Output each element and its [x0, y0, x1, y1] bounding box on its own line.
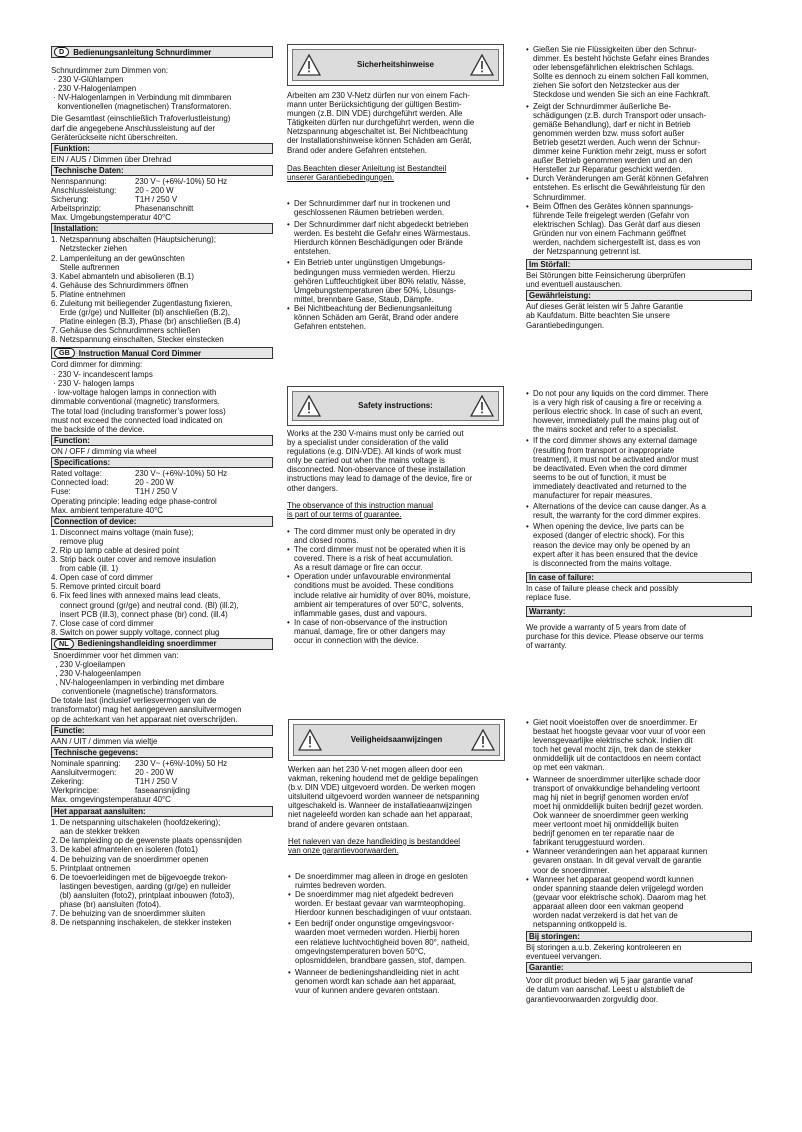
- gb-maxtemp: Max. ambient temperature 40°C: [51, 505, 163, 515]
- nl-warranty-note: Het naleven van deze handleiding is bestanddeel van onze garantievoorwaarden.: [288, 836, 460, 855]
- spec-value: T1H / 250 V: [135, 776, 178, 786]
- list-item-text: If the cord dimmer shows any external damage (resulting from transport or inappropriate treatment), it must not be activated and/or must be deactivated. Even when the cord dimmer seems to be out of function, it must be immediately deactivated and returned to the manufacturer for repair measures.: [533, 436, 699, 501]
- de-warr: Auf dieses Gerät leisten wir 5 Jahre Garantie ab Kaufdatum. Bitte beachten Sie unsere Garantiebedingungen.: [526, 302, 684, 330]
- de-intro: Schnurdimmer zum Dimmen von: · 230 V-Glühlampen · 230 V-Halogenlampen · NV-Halogenlampen in Verbindung mit dimmbaren konventionellen (magnetischen) Transformatoren.: [51, 66, 232, 112]
- list-item-text: When opening the device, live parts can be exposed (danger of electric shock). For this reason the device may only be opened by an expert after it has been ensured that the device is disconnected from the mains voltage.: [533, 522, 698, 568]
- de-lang-badge: D: [54, 47, 69, 57]
- nl-bullets: [288, 872, 514, 995]
- de-bullets-2: [526, 45, 752, 256]
- spec-label: Sicherung:: [51, 195, 89, 205]
- de-func: EIN / AUS / Dimmen über Drehrad: [51, 154, 172, 164]
- nl-inst-steps: 1. De netspanning uitschakelen (hoofdzekering); aan de stekker trekken 2. De lampleiding op de gewenste plaats openssnijden 3. De kabel afmantelen en isoleren (foto1) 4. De behuizing van de snoerdimmer openen 5. Printplaat ontnemen 6. De toevoerleidingen met de bijgevoegde trekon- lastingen bevestigen, aarding (gr/ge) en nulleider (bl) aansluiten (foto2), printplaat inbouwen (foto3), phase (br) aansluiten (foto4). 7. De behuizing van de snoerdimmer sluiten 8. De netspanning inschakelen, de stekker insteken: [51, 818, 242, 928]
- nl-fail-heading: Bij storingen:: [526, 931, 752, 942]
- gb-warranty-note: The observance of this instruction manual is part of our terms of guarantee.: [287, 500, 434, 519]
- list-item-text: Bei Nichtbeachtung der Bedienungsanleitung können Schäden am Gerät, Brand oder andere Gefahren entstehen.: [294, 303, 459, 332]
- list-item-text: Gießen Sie nie Flüssigkeiten über den Schnur- dimmer. Es besteht höchste Gefahr eines Brandes oder lebensgefährlichen elektrischen Schlags. Sollte es dennoch zu einem solchen Fall kommen, ziehen Sie sofort den Netzstecker aus der Steckdose und wenden Sie sich an eine Fachkraft.: [533, 45, 711, 100]
- de-func-heading: Funktion:: [51, 143, 273, 154]
- spec-label: Arbeitsprinzip:: [51, 204, 101, 214]
- spec-label: Zekering:: [51, 776, 84, 786]
- gb-load: The total load (including transformer’s power loss) must not exceed the connected load indicated on the backside of the device.: [51, 406, 226, 435]
- nl-safety-text: [288, 765, 514, 995]
- list-item: • When opening the device, live parts can be exposed (danger of electric shock). For this reason the device may only be opened by an expert after it has been ensured that the device is disconnected from the mains voltage.: [526, 522, 698, 568]
- de-tech-table: [51, 177, 273, 213]
- de-title-bar: [51, 46, 273, 58]
- nl-title-bar: [51, 638, 273, 650]
- warning-icon: [470, 395, 494, 417]
- nl-func: AAN / UIT / dimmen via wieltje: [51, 736, 158, 746]
- gb-tech-heading: Specifications:: [51, 457, 273, 468]
- gb-safety-title: Safety instructions:: [358, 401, 433, 411]
- list-item-text: In case of non-observance of the instruction manual, damage, fire or other dangers may occur in connection with the device.: [294, 617, 448, 645]
- list-item: • Operation under unfavourable environmental conditions must be avoided. These conditions include relative air humidity of over 80%, moisture, ambient air temperatures of over 50°C, solvents, inflammable gases, dust and vapours.: [287, 572, 471, 618]
- list-item-text: Beim Öffnen des Gerätes können spannungs- führende Teile freigelegt werden (Gefahr von elektrischen Schlag). Das Gerät darf aus diesen Gründen nur von einem Fachmann geöffnet werden, nachdem sichergestellt ist, dass es von der Netzspannung getrennt ist.: [533, 201, 701, 257]
- list-item-text: Ein Betrieb unter ungünstigen Umgebungs- bedingungen muss vermieden werden. Hierzu gehören Luftfeuchtigkeit über 80% relativ, Nässe, Umgebungstemperaturen über 50%, Lösungs- mittel, brennbare Gase, Staub, Dämpfe.: [294, 258, 466, 304]
- warning-icon: [470, 54, 494, 76]
- column-1: [51, 45, 273, 927]
- spec-label: Rated voltage:: [51, 469, 102, 479]
- nl-tech-heading: Technische gegevens:: [51, 747, 273, 758]
- list-item-text: Giet nooit vloeistoffen over de snoerdimmer. Er bestaat het hoogste gevaar voor vuur of voor een levensgevaarlijke elektrische schok. Indien dit toch het geval mocht zijn, trek dan de stekker onmiddellijk uit de contactdoos en neem contact op met een vakman.: [533, 718, 706, 773]
- list-item-text: Een bedrijf onder ongunstige omgevingsvoor- waarden moet vermeden worden. Hierbij horen een relatieve luchtvochtigheid boven 80°, natheid, omgevingstemperaturen boven 50°C, oplosmiddelen, brandbare gassen, stof, dampen.: [295, 919, 470, 965]
- nl-title: Bedieningshandleiding snoerdimmer: [77, 639, 217, 649]
- gb-title-bar: [51, 347, 273, 359]
- spec-value: 230 V~ (+6%/-10%) 50 Hz: [135, 758, 228, 768]
- list-item: • De snoerdimmer mag niet afgedekt bedreven worden. Er bestaat gevaar van warmteophoping. Hierdoor kunnen beschadigingen of vuur ontstaan.: [288, 890, 472, 918]
- list-item: • Wanneer de snoerdimmer uiterlijke schade door transport of onvakkundige behandeling vertoont mag hij niet in begrijf genomen worden en/of moet hij onmiddellijk buiten bedrijf gezet worden. Ook wanneer de snoerdimmer geen werking meer vertoont moet hij onmiddellijk buiten bedrijf genomen en ter reparatie naar de fabrikant teruggestuurd worden.: [526, 774, 704, 848]
- gb-fail: In case of failure please check and possibly replace fuse.: [526, 583, 679, 602]
- list-item: • Alternations of the device can cause danger. As a result, the warranty for the cord dimmer expires.: [526, 502, 706, 521]
- gb-func-heading: Function:: [51, 435, 273, 446]
- list-item: • Gießen Sie nie Flüssigkeiten über den Schnur- dimmer. Es besteht höchste Gefahr eines Brandes oder lebensgefährlichen elektrischen Schlags. Sollte es dennoch zu einem solchen Fall kommen, ziehen Sie sofort den Netzstecker aus der Steckdose und wenden Sie sich an eine Fachkraft.: [526, 45, 711, 100]
- warning-icon: [297, 395, 321, 417]
- spec-label: Nominale spanning:: [51, 758, 121, 768]
- nl-func-heading: Functie:: [51, 725, 273, 736]
- list-item: • Durch Veränderungen am Gerät können Gefahren entstehen. Es erlischt die Gewährleistung für den Schnurdimmer.: [526, 174, 709, 202]
- gb-safety-text: [287, 429, 512, 645]
- nl-intro: Snoerdimmer voor het dimmen van: , 230 V-gloeilampen , 230 V-halogeenlampen , NV-halogeenlampen in verbinding met dimbare conventionele (magnetische) transformators.: [53, 650, 225, 697]
- spec-label: Anschlussleistung:: [51, 185, 117, 195]
- list-item: • Do not pour any liquids on the cord dimmer. There is a very high risk of causing a fire or receiving a perilous electric shock. In case of such an event, however, immediately pull the mains plug out of the mains socket and refer to a specialist.: [526, 389, 709, 435]
- list-item: • De snoerdimmer mag alleen in droge en gesloten ruimtes bedreven worden.: [288, 871, 468, 890]
- spec-label: Fuse:: [51, 487, 71, 497]
- nl-safety-title: Veiligheidsaanwijzingen: [350, 735, 443, 745]
- list-item: • Der Schnurdimmer darf nicht abgedeckt betrieben werden. Es besteht die Gefahr eines Wärmestaus. Hierdurch können Beschädigungen oder Brände entstehen.: [287, 220, 471, 257]
- list-item-text: Wanneer de bedieningshandleiding niet in acht genomen wordt kan schade aan het apparaat, vuur of kunnen andere gevaren ontstaan.: [295, 967, 459, 995]
- nl-warr: Voor dit product bieden wij 5 jaar garantie vanaf de datum van aanschaf. Leest u alstublieft de garantievoorwaarden zorgvuldig door.: [526, 976, 693, 1004]
- spec-label: Werkprincipe:: [51, 786, 100, 795]
- list-item: • Zeigt der Schnurdimmer äußerliche Be- schädigungen (z.B. durch Transport oder unsach- gemäße Behandlung), darf er nicht in Betrieb genommen werden bzw. muss sofort außer Betrieb gesetzt werden. Auch wenn der Schnur- dimmer keine Funktion mehr zeigt, muss er sofort außer Betrieb genommen werden und an den Hersteller zur Reparatur geschickt werden.: [526, 101, 707, 175]
- list-item-text: Durch Veränderungen am Gerät können Gefahren entstehen. Es erlischt die Gewährleistung für den Schnurdimmer.: [533, 174, 709, 202]
- de-title: Bedienungsanleitung Schnurdimmer: [73, 47, 212, 57]
- list-item: • Beim Öffnen des Gerätes können spannungs- führende Teile freigelegt werden (Gefahr von elektrischen Schlag). Das Gerät darf aus diesen Gründen nur von einem Fachmann geöffnet werden, nachdem sichergestellt ist, dass es von der Netzspannung getrennt ist.: [526, 201, 701, 257]
- de-inst-steps: 1. Netzspannung abschalten (Hauptsicherung); Netzstecker ziehen 2. Lampenleitung an der gewünschten Stelle auftrennen 3. Kabel abmanteln und abisolieren (B.1) 4. Gehäuse des Schnurdimmers öffnen 5. Platine entnehmen 6. Zuleitung mit beiliegender Zugentlastung fixieren, Erde (gr/ge) und Nullleiter (bl) anschließen (B.2), Platine einlegen (B.3), Phase (br) anschließen (B.4) 7. Gehäuse des Schnurdimmers schließen 8. Netzspannung einschalten, Stecker einstecken: [51, 235, 241, 345]
- nl-safety-intro: Werken aan het 230 V-net mogen alleen door een vakman, rekening houdend met de geldige bepalingen (b.v. DIN VDE) uitgevoerd worden. De werken mogen uitsluitend uitgevoerd worden wanneer de netspanning uitgeschakeld is. Wanneer de installatieaanwijzingen niet nageleefd worden kan schade aan het apparaat, brand of andere gevaren ontstaan.: [288, 765, 480, 829]
- list-item: • Bei Nichtbeachtung der Bedienungsanleitung können Schäden am Gerät, Brand oder andere Gefahren entstehen.: [287, 303, 459, 332]
- de-safety-text: [287, 91, 512, 331]
- gb-func: ON / OFF / dimming via wheel: [51, 447, 157, 457]
- warning-icon: [298, 729, 322, 751]
- gb-lang-badge: GB: [54, 348, 75, 358]
- list-item-text: De snoerdimmer mag niet afgedekt bedreven worden. Er bestaat gevaar van warmteophoping. Hierdoor kunnen beschadigingen of vuur ontstaan.: [295, 890, 472, 918]
- nl-fail: Bij storingen a.u.b. Zekering kontroleeren en eventueel vervangen.: [526, 943, 682, 962]
- de-fail: Bei Störungen bitte Feinsicherung überprüfen und eventuell austauschen.: [526, 271, 686, 290]
- nl-bullets-2: [526, 718, 752, 929]
- gb-title: Instruction Manual Cord Dimmer: [78, 348, 202, 358]
- list-item-text: Der Schnurdimmer darf nicht abgedeckt betrieben werden. Es besteht die Gefahr eines Wärmestaus. Hierdurch können Beschädigungen oder Brände entstehen.: [294, 220, 471, 257]
- list-item: • Wanneer het apparaat geopend wordt kunnen onder spanning staande delen vrijgelegd worden (gevaar voor elektrische schok). Daarom mag het apparaat alleen door een vakman geopend worden nadat verzekerd is dat het van de netspanning ontkoppeld is.: [526, 874, 706, 930]
- nl-maxtemp: Max. omgevingstemperatuur 40°C: [51, 795, 171, 805]
- list-item-text: Alternations of the device can cause danger. As a result, the warranty for the cord dimmer expires.: [533, 502, 706, 521]
- list-item-text: Zeigt der Schnurdimmer äußerliche Be- schädigungen (z.B. durch Transport oder unsach- gemäße Behandlung), darf er nicht in Betrieb genommen werden bzw. muss sofort außer Betrieb gesetzt werden. Auch wenn der Schnur- dimmer keine Funktion mehr zeigt, muss er sofort außer Betrieb genommen werden und an den Hersteller zur Reparatur geschickt werden.: [533, 101, 707, 175]
- list-item: • The cord dimmer must not be operated when it is covered. There is a risk of heat accumulation. As a result damage or fire can occur.: [287, 545, 466, 573]
- list-item-text: Wanneer de snoerdimmer uiterlijke schade door transport of onvakkundige behandeling vertoont mag hij niet in begrijf genomen worden en/of moet hij onmiddellijk buiten bedrijf gezet worden. Ook wanneer de snoerdimmer geen werking meer vertoont moet hij onmiddellijk buiten bedrijf genomen en ter reparatie naar de fabrikant teruggestuurd worden.: [533, 774, 704, 848]
- list-item-text: The cord dimmer must only be operated in dry and closed rooms.: [294, 526, 456, 545]
- list-item-text: Der Schnurdimmer darf nur in trockenen und geschlossenen Räumen betrieben werden.: [294, 198, 451, 217]
- nl-load: De totale last (inclusief verliesvermogen van de transformator) mag het aangegeven aansluitvermogen op de achterkant van het apparaat niet overschrijden.: [51, 696, 242, 724]
- spec-value: 20 - 200 W: [135, 185, 174, 195]
- nl-tech-table: [51, 759, 273, 795]
- de-maxtemp: Max. Umgebungstemperatur 40°C: [51, 213, 171, 223]
- spec-value: 230 V~ (+6%/-10%) 50 Hz: [135, 176, 228, 186]
- spec-label: Aansluitvermogen:: [51, 767, 117, 777]
- de-inst-heading: Installation:: [51, 223, 273, 234]
- nl-col3: [526, 718, 752, 1004]
- list-item-text: De snoerdimmer mag alleen in droge en gesloten ruimtes bedreven worden.: [295, 871, 468, 890]
- de-col3: [526, 45, 752, 330]
- spec-value: 20 - 200 W: [135, 478, 174, 488]
- de-warranty-note: Das Beachten dieser Anleitung ist Bestandteil unserer Garantiebedingungen.: [287, 163, 447, 182]
- gb-safety-intro: Works at the 230 V-mains must only be carried out by a specialist under consideration of the valid regulations (e.g. DIN-VDE). All kinds of work must only be carried out when the mains voltage is disconnected. Non-observance of these installation instructions may lead to damage of the device, fire or other dangers.: [287, 429, 473, 493]
- gb-inst-steps: 1. Disconnect mains voltage (main fuse); remove plug 2. Rip up lamp cable at desired point 3. Strip back outer cover and remove insulation from cable (ill. 1) 4. Open case of cord dimmer 5. Remove printed circuit board 6. Fix feed lines with annexed mains lead cleats, connect ground (gr/ge) and neutral cond. (Bl) (ill.2), insert PCB (ill.3), connect phase (br) cond. (ill.4) 7. Close case of cord dimmer 8. Switch on power supply voltage, connect plug: [51, 527, 239, 637]
- spec-value: Phasenanschnitt: [135, 204, 194, 214]
- spec-value: 230 V~ (+6%/-10%) 50 Hz: [135, 469, 228, 479]
- list-item-text: Wanneer veranderingen aan het apparaat kunnen gevaren onstaan. In dit geval vervalt de garantie voor de snoerdimmer.: [533, 847, 708, 875]
- list-item: • Ein Betrieb unter ungünstigen Umgebungs- bedingungen muss vermieden werden. Hierzu gehören Luftfeuchtigkeit über 80% relativ, Nässe, Umgebungstemperaturen über 50%, Lösungs- mittel, brennbare Gase, Staub, Dämpfe.: [287, 258, 466, 304]
- list-item: • Giet nooit vloeistoffen over de snoerdimmer. Er bestaat het hoogste gevaar voor vuur of voor een levensgevaarlijke elektrische schok. Indien dit toch het geval mocht zijn, trek dan de stekker onmiddellijk uit de contactdoos en neem contact op met een vakman.: [526, 718, 706, 773]
- spec-value: T1H / 250 V: [135, 487, 178, 497]
- nl-warr-heading: Garantie:: [526, 962, 752, 973]
- list-item-text: Operation under unfavourable environmental conditions must be avoided. These conditions include relative air humidity of over 80%, moisture, ambient air temperatures of over 50°C, solvents, inflammable gases, dust and vapours.: [294, 572, 471, 618]
- de-safety-title: Sicherheitshinweise: [357, 60, 434, 70]
- list-item: • Wanneer de bedieningshandleiding niet in acht genomen wordt kan schade aan het apparaat, vuur of kunnen andere gevaren ontstaan.: [288, 967, 459, 995]
- gb-intro: Cord dimmer for dimming: · 230 V- incandescent lamps · 230 V- halogen lamps · low-voltage halogen lamps in connection with dimmable conventional (magnetic) transformers.: [51, 360, 220, 406]
- de-bullets: [287, 199, 512, 331]
- list-item: • In case of non-observance of the instruction manual, damage, fire or other dangers may occur in connection with the device.: [287, 617, 448, 645]
- list-item-text: Wanneer het apparaat geopend wordt kunnen onder spanning staande delen vrijgelegd worden (gevaar voor elektrische schok). Daarom mag het apparaat alleen door een vakman geopend worden nadat verzekerd is dat het van de netspanning ontkoppeld is.: [533, 874, 706, 930]
- nl-lang-badge: NL: [54, 639, 74, 649]
- de-tech-heading: Technische Daten:: [51, 165, 273, 176]
- spec-value: 20 - 200 W: [135, 767, 174, 777]
- list-item-text: Do not pour any liquids on the cord dimmer. There is a very high risk of causing a fire or receiving a perilous electric shock. In case of such an event, however, immediately pull the mains plug out of the mains socket and refer to a specialist.: [533, 389, 709, 435]
- list-item: • Een bedrijf onder ongunstige omgevingsvoor- waarden moet vermeden worden. Hierbij horen een relatieve luchtvochtigheid boven 80°, natheid, omgevingstemperaturen boven 50°C, oplosmiddelen, brandbare gassen, stof, dampen.: [288, 919, 470, 965]
- gb-bullets: [287, 527, 512, 645]
- gb-warr: We provide a warranty of 5 years from date of purchase for this device. Please observe our terms of warranty.: [526, 622, 704, 651]
- list-item-text: The cord dimmer must not be operated when it is covered. There is a risk of heat accumulation. As a result damage or fire can occur.: [294, 545, 466, 573]
- gb-warr-heading: Warranty:: [526, 606, 752, 617]
- gb-fail-heading: In case of failure:: [526, 572, 752, 583]
- gb-principle: Operating principle: leading edge phase-control: [51, 496, 217, 506]
- nl-safety-box: [288, 719, 505, 761]
- list-item: • The cord dimmer must only be operated in dry and closed rooms.: [287, 526, 456, 545]
- list-item: • Wanneer veranderingen aan het apparaat kunnen gevaren onstaan. In dit geval vervalt de garantie voor de snoerdimmer.: [526, 847, 708, 875]
- de-safety-intro: Arbeiten am 230 V-Netz dürfen nur von einem Fach- mann unter Berücksichtigung der gültigen Bestim- mungen (z.B. DIN VDE) durchgeführt werden. Alle Tätigkeiten dürfen nur durchgeführt werden, wenn die Netzspannung abgeschaltet ist. Bei Nichtbeachtung der Installationshinweise können Schäden am Gerät, Brand oder andere Gefahren entstehen.: [287, 91, 475, 155]
- de-load: Die Gesamtlast (einschließlich Trafoverlustleistung) darf die angegebene Anschlussleistung auf der Geräterückseite nicht überschreiten.: [51, 114, 231, 142]
- gb-col3: [526, 389, 752, 650]
- gb-safety-box: [287, 386, 504, 426]
- de-warr-heading: Gewährleistung:: [526, 290, 752, 301]
- gb-tech-table: [51, 469, 273, 496]
- spec-label: Connected load:: [51, 478, 109, 488]
- nl-inst-heading: Het apparaat aansluiten:: [51, 806, 273, 817]
- warning-icon: [297, 54, 321, 76]
- list-item: • Der Schnurdimmer darf nur in trockenen und geschlossenen Räumen betrieben werden.: [287, 198, 451, 217]
- spec-value: T1H / 250 V: [135, 195, 178, 205]
- de-fail-heading: Im Störfall:: [526, 259, 752, 270]
- spec-value: faseaansnijding: [135, 786, 190, 795]
- spec-label: Nennspannung:: [51, 176, 107, 186]
- gb-bullets-2: [526, 389, 752, 568]
- de-safety-box: [287, 44, 504, 86]
- list-item: • If the cord dimmer shows any external damage (resulting from transport or inappropriate treatment), it must not be activated and/or must be deactivated. Even when the cord dimmer seems to be out of function, it must be immediately deactivated and returned to the manufacturer for repair measures.: [526, 436, 699, 501]
- gb-inst-heading: Connection of device:: [51, 516, 273, 527]
- warning-icon: [471, 729, 495, 751]
